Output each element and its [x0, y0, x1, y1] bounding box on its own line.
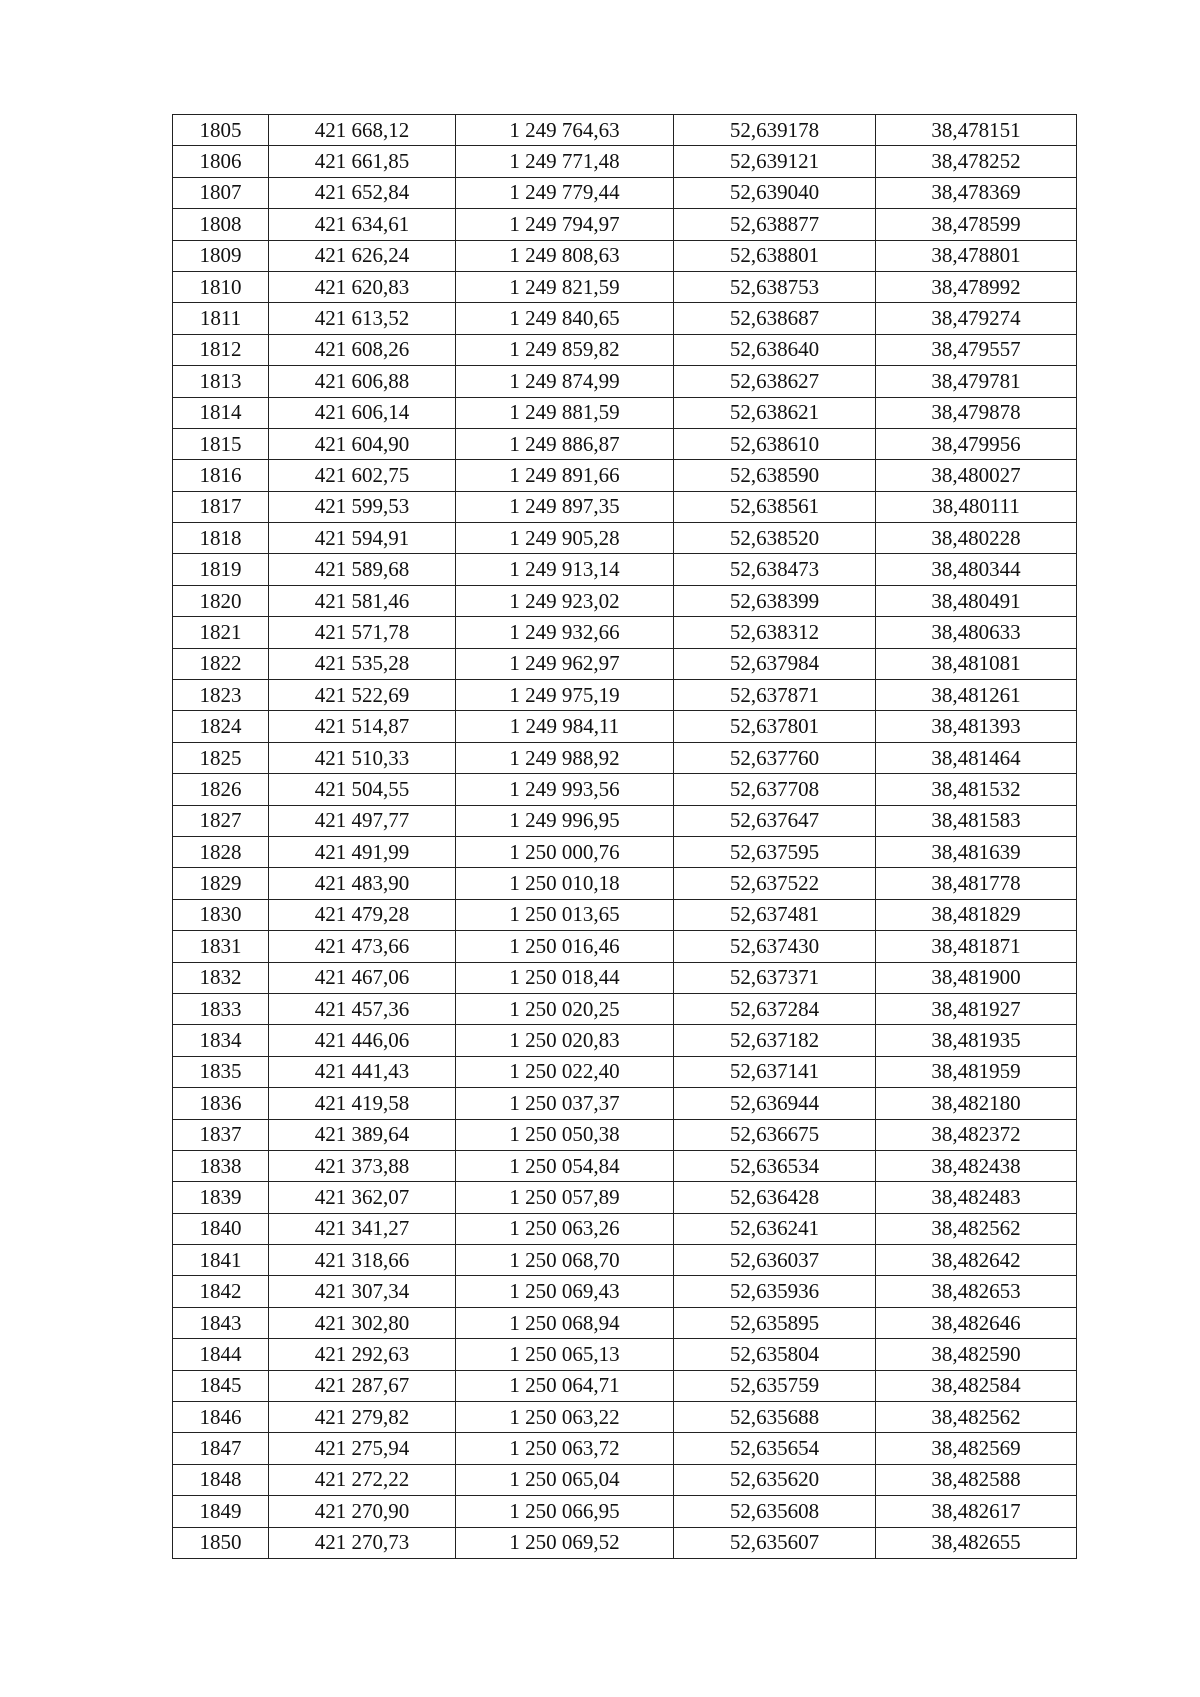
latitude-cell: 52,637481 — [674, 899, 876, 930]
point-number-cell: 1810 — [173, 271, 269, 302]
y-coordinate-cell: 1 250 068,70 — [456, 1245, 674, 1276]
x-coordinate-cell: 421 668,12 — [269, 115, 456, 146]
latitude-cell: 52,635759 — [674, 1370, 876, 1401]
table-row — [173, 1464, 1077, 1495]
table-row — [173, 1056, 1077, 1087]
longitude-cell: 38,481935 — [876, 1025, 1077, 1056]
latitude-cell: 52,637284 — [674, 993, 876, 1024]
table-row — [173, 1339, 1077, 1370]
y-coordinate-cell: 1 249 962,97 — [456, 648, 674, 679]
longitude-cell: 38,482372 — [876, 1119, 1077, 1150]
point-number-cell: 1845 — [173, 1370, 269, 1401]
table-row — [173, 428, 1077, 459]
point-number-cell: 1820 — [173, 585, 269, 616]
longitude-cell: 38,479557 — [876, 334, 1077, 365]
point-number-cell: 1836 — [173, 1088, 269, 1119]
table-row — [173, 1119, 1077, 1150]
longitude-cell: 38,478151 — [876, 115, 1077, 146]
y-coordinate-cell: 1 249 779,44 — [456, 177, 674, 208]
table-row — [173, 460, 1077, 491]
x-coordinate-cell: 421 318,66 — [269, 1245, 456, 1276]
latitude-cell: 52,635654 — [674, 1433, 876, 1464]
longitude-cell: 38,478599 — [876, 209, 1077, 240]
y-coordinate-cell: 1 249 975,19 — [456, 680, 674, 711]
point-number-cell: 1831 — [173, 931, 269, 962]
longitude-cell: 38,480111 — [876, 491, 1077, 522]
point-number-cell: 1808 — [173, 209, 269, 240]
point-number-cell: 1833 — [173, 993, 269, 1024]
table-row — [173, 680, 1077, 711]
table-row — [173, 805, 1077, 836]
longitude-cell: 38,482617 — [876, 1496, 1077, 1527]
y-coordinate-cell: 1 249 913,14 — [456, 554, 674, 585]
longitude-cell: 38,482483 — [876, 1182, 1077, 1213]
y-coordinate-cell: 1 250 063,22 — [456, 1402, 674, 1433]
longitude-cell: 38,481927 — [876, 993, 1077, 1024]
latitude-cell: 52,638621 — [674, 397, 876, 428]
y-coordinate-cell: 1 250 064,71 — [456, 1370, 674, 1401]
point-number-cell: 1850 — [173, 1527, 269, 1558]
y-coordinate-cell: 1 249 874,99 — [456, 366, 674, 397]
x-coordinate-cell: 421 441,43 — [269, 1056, 456, 1087]
latitude-cell: 52,638399 — [674, 585, 876, 616]
y-coordinate-cell: 1 249 771,48 — [456, 146, 674, 177]
x-coordinate-cell: 421 606,14 — [269, 397, 456, 428]
latitude-cell: 52,635688 — [674, 1402, 876, 1433]
longitude-cell: 38,478252 — [876, 146, 1077, 177]
longitude-cell: 38,480344 — [876, 554, 1077, 585]
table-row — [173, 177, 1077, 208]
x-coordinate-cell: 421 604,90 — [269, 428, 456, 459]
x-coordinate-cell: 421 272,22 — [269, 1464, 456, 1495]
table-row — [173, 303, 1077, 334]
longitude-cell: 38,481464 — [876, 742, 1077, 773]
longitude-cell: 38,479878 — [876, 397, 1077, 428]
longitude-cell: 38,481829 — [876, 899, 1077, 930]
longitude-cell: 38,482646 — [876, 1307, 1077, 1338]
x-coordinate-cell: 421 626,24 — [269, 240, 456, 271]
latitude-cell: 52,639178 — [674, 115, 876, 146]
x-coordinate-cell: 421 571,78 — [269, 617, 456, 648]
y-coordinate-cell: 1 249 886,87 — [456, 428, 674, 459]
table-row — [173, 523, 1077, 554]
y-coordinate-cell: 1 249 764,63 — [456, 115, 674, 146]
table-row — [173, 899, 1077, 930]
table-row — [173, 146, 1077, 177]
table-row — [173, 1276, 1077, 1307]
x-coordinate-cell: 421 634,61 — [269, 209, 456, 240]
point-number-cell: 1811 — [173, 303, 269, 334]
y-coordinate-cell: 1 249 859,82 — [456, 334, 674, 365]
point-number-cell: 1849 — [173, 1496, 269, 1527]
y-coordinate-cell: 1 249 923,02 — [456, 585, 674, 616]
latitude-cell: 52,638877 — [674, 209, 876, 240]
latitude-cell: 52,638687 — [674, 303, 876, 334]
y-coordinate-cell: 1 250 069,52 — [456, 1527, 674, 1558]
latitude-cell: 52,638640 — [674, 334, 876, 365]
point-number-cell: 1844 — [173, 1339, 269, 1370]
x-coordinate-cell: 421 275,94 — [269, 1433, 456, 1464]
table-row — [173, 1245, 1077, 1276]
point-number-cell: 1843 — [173, 1307, 269, 1338]
point-number-cell: 1818 — [173, 523, 269, 554]
point-number-cell: 1814 — [173, 397, 269, 428]
longitude-cell: 38,482655 — [876, 1527, 1077, 1558]
point-number-cell: 1835 — [173, 1056, 269, 1087]
longitude-cell: 38,481532 — [876, 774, 1077, 805]
longitude-cell: 38,482562 — [876, 1213, 1077, 1244]
table-row — [173, 868, 1077, 899]
point-number-cell: 1813 — [173, 366, 269, 397]
table-row — [173, 397, 1077, 428]
longitude-cell: 38,480228 — [876, 523, 1077, 554]
x-coordinate-cell: 421 652,84 — [269, 177, 456, 208]
x-coordinate-cell: 421 419,58 — [269, 1088, 456, 1119]
table-row — [173, 962, 1077, 993]
latitude-cell: 52,636534 — [674, 1150, 876, 1181]
latitude-cell: 52,637141 — [674, 1056, 876, 1087]
table-row — [173, 1088, 1077, 1119]
x-coordinate-cell: 421 292,63 — [269, 1339, 456, 1370]
x-coordinate-cell: 421 270,90 — [269, 1496, 456, 1527]
table-row — [173, 491, 1077, 522]
point-number-cell: 1821 — [173, 617, 269, 648]
point-number-cell: 1805 — [173, 115, 269, 146]
y-coordinate-cell: 1 249 932,66 — [456, 617, 674, 648]
point-number-cell: 1812 — [173, 334, 269, 365]
coordinates-table — [172, 114, 1077, 1559]
x-coordinate-cell: 421 479,28 — [269, 899, 456, 930]
longitude-cell: 38,478369 — [876, 177, 1077, 208]
table-row — [173, 1370, 1077, 1401]
point-number-cell: 1848 — [173, 1464, 269, 1495]
longitude-cell: 38,480633 — [876, 617, 1077, 648]
y-coordinate-cell: 1 250 066,95 — [456, 1496, 674, 1527]
latitude-cell: 52,635936 — [674, 1276, 876, 1307]
x-coordinate-cell: 421 362,07 — [269, 1182, 456, 1213]
y-coordinate-cell: 1 250 063,72 — [456, 1433, 674, 1464]
longitude-cell: 38,478992 — [876, 271, 1077, 302]
longitude-cell: 38,481959 — [876, 1056, 1077, 1087]
latitude-cell: 52,636037 — [674, 1245, 876, 1276]
longitude-cell: 38,480027 — [876, 460, 1077, 491]
table-row — [173, 209, 1077, 240]
y-coordinate-cell: 1 249 881,59 — [456, 397, 674, 428]
x-coordinate-cell: 421 613,52 — [269, 303, 456, 334]
y-coordinate-cell: 1 249 905,28 — [456, 523, 674, 554]
table-row — [173, 774, 1077, 805]
point-number-cell: 1832 — [173, 962, 269, 993]
point-number-cell: 1830 — [173, 899, 269, 930]
latitude-cell: 52,638561 — [674, 491, 876, 522]
y-coordinate-cell: 1 249 840,65 — [456, 303, 674, 334]
x-coordinate-cell: 421 307,34 — [269, 1276, 456, 1307]
longitude-cell: 38,482562 — [876, 1402, 1077, 1433]
y-coordinate-cell: 1 249 794,97 — [456, 209, 674, 240]
point-number-cell: 1827 — [173, 805, 269, 836]
latitude-cell: 52,638610 — [674, 428, 876, 459]
latitude-cell: 52,637871 — [674, 680, 876, 711]
point-number-cell: 1834 — [173, 1025, 269, 1056]
latitude-cell: 52,635620 — [674, 1464, 876, 1495]
x-coordinate-cell: 421 491,99 — [269, 836, 456, 867]
longitude-cell: 38,481081 — [876, 648, 1077, 679]
y-coordinate-cell: 1 250 016,46 — [456, 931, 674, 962]
latitude-cell: 52,637522 — [674, 868, 876, 899]
table-row — [173, 1213, 1077, 1244]
x-coordinate-cell: 421 467,06 — [269, 962, 456, 993]
y-coordinate-cell: 1 250 065,13 — [456, 1339, 674, 1370]
y-coordinate-cell: 1 250 000,76 — [456, 836, 674, 867]
latitude-cell: 52,635895 — [674, 1307, 876, 1338]
table-row — [173, 836, 1077, 867]
latitude-cell: 52,638473 — [674, 554, 876, 585]
table-row — [173, 617, 1077, 648]
latitude-cell: 52,636675 — [674, 1119, 876, 1150]
x-coordinate-cell: 421 389,64 — [269, 1119, 456, 1150]
latitude-cell: 52,636241 — [674, 1213, 876, 1244]
point-number-cell: 1806 — [173, 146, 269, 177]
x-coordinate-cell: 421 602,75 — [269, 460, 456, 491]
longitude-cell: 38,482588 — [876, 1464, 1077, 1495]
point-number-cell: 1842 — [173, 1276, 269, 1307]
y-coordinate-cell: 1 250 069,43 — [456, 1276, 674, 1307]
latitude-cell: 52,635607 — [674, 1527, 876, 1558]
longitude-cell: 38,482584 — [876, 1370, 1077, 1401]
latitude-cell: 52,637801 — [674, 711, 876, 742]
latitude-cell: 52,635804 — [674, 1339, 876, 1370]
x-coordinate-cell: 421 457,36 — [269, 993, 456, 1024]
y-coordinate-cell: 1 250 050,38 — [456, 1119, 674, 1150]
table-row — [173, 115, 1077, 146]
table-row — [173, 1527, 1077, 1558]
latitude-cell: 52,638312 — [674, 617, 876, 648]
table-row — [173, 1402, 1077, 1433]
table-row — [173, 931, 1077, 962]
point-number-cell: 1846 — [173, 1402, 269, 1433]
point-number-cell: 1817 — [173, 491, 269, 522]
latitude-cell: 52,637371 — [674, 962, 876, 993]
latitude-cell: 52,639121 — [674, 146, 876, 177]
y-coordinate-cell: 1 249 988,92 — [456, 742, 674, 773]
table-row — [173, 1307, 1077, 1338]
table-row — [173, 1150, 1077, 1181]
table-row — [173, 271, 1077, 302]
y-coordinate-cell: 1 250 020,25 — [456, 993, 674, 1024]
y-coordinate-cell: 1 250 018,44 — [456, 962, 674, 993]
table-row — [173, 711, 1077, 742]
table-row — [173, 648, 1077, 679]
latitude-cell: 52,637760 — [674, 742, 876, 773]
x-coordinate-cell: 421 620,83 — [269, 271, 456, 302]
table-row — [173, 366, 1077, 397]
x-coordinate-cell: 421 497,77 — [269, 805, 456, 836]
y-coordinate-cell: 1 250 020,83 — [456, 1025, 674, 1056]
table-row — [173, 1496, 1077, 1527]
y-coordinate-cell: 1 250 010,18 — [456, 868, 674, 899]
latitude-cell: 52,638801 — [674, 240, 876, 271]
point-number-cell: 1847 — [173, 1433, 269, 1464]
longitude-cell: 38,482653 — [876, 1276, 1077, 1307]
x-coordinate-cell: 421 606,88 — [269, 366, 456, 397]
latitude-cell: 52,636944 — [674, 1088, 876, 1119]
x-coordinate-cell: 421 279,82 — [269, 1402, 456, 1433]
longitude-cell: 38,479781 — [876, 366, 1077, 397]
x-coordinate-cell: 421 599,53 — [269, 491, 456, 522]
point-number-cell: 1823 — [173, 680, 269, 711]
x-coordinate-cell: 421 535,28 — [269, 648, 456, 679]
table-row — [173, 1025, 1077, 1056]
longitude-cell: 38,481261 — [876, 680, 1077, 711]
x-coordinate-cell: 421 504,55 — [269, 774, 456, 805]
table-row — [173, 1182, 1077, 1213]
table-row — [173, 334, 1077, 365]
x-coordinate-cell: 421 341,27 — [269, 1213, 456, 1244]
latitude-cell: 52,638627 — [674, 366, 876, 397]
longitude-cell: 38,481583 — [876, 805, 1077, 836]
longitude-cell: 38,481871 — [876, 931, 1077, 962]
x-coordinate-cell: 421 373,88 — [269, 1150, 456, 1181]
point-number-cell: 1824 — [173, 711, 269, 742]
x-coordinate-cell: 421 589,68 — [269, 554, 456, 585]
y-coordinate-cell: 1 249 897,35 — [456, 491, 674, 522]
point-number-cell: 1819 — [173, 554, 269, 585]
latitude-cell: 52,638590 — [674, 460, 876, 491]
x-coordinate-cell: 421 510,33 — [269, 742, 456, 773]
longitude-cell: 38,482569 — [876, 1433, 1077, 1464]
y-coordinate-cell: 1 250 037,37 — [456, 1088, 674, 1119]
longitude-cell: 38,481393 — [876, 711, 1077, 742]
x-coordinate-cell: 421 446,06 — [269, 1025, 456, 1056]
y-coordinate-cell: 1 249 984,11 — [456, 711, 674, 742]
point-number-cell: 1829 — [173, 868, 269, 899]
point-number-cell: 1828 — [173, 836, 269, 867]
latitude-cell: 52,637708 — [674, 774, 876, 805]
point-number-cell: 1816 — [173, 460, 269, 491]
table-row — [173, 554, 1077, 585]
x-coordinate-cell: 421 483,90 — [269, 868, 456, 899]
longitude-cell: 38,482642 — [876, 1245, 1077, 1276]
y-coordinate-cell: 1 250 057,89 — [456, 1182, 674, 1213]
longitude-cell: 38,478801 — [876, 240, 1077, 271]
y-coordinate-cell: 1 250 054,84 — [456, 1150, 674, 1181]
x-coordinate-cell: 421 581,46 — [269, 585, 456, 616]
x-coordinate-cell: 421 594,91 — [269, 523, 456, 554]
x-coordinate-cell: 421 270,73 — [269, 1527, 456, 1558]
y-coordinate-cell: 1 250 068,94 — [456, 1307, 674, 1338]
point-number-cell: 1837 — [173, 1119, 269, 1150]
latitude-cell: 52,638753 — [674, 271, 876, 302]
y-coordinate-cell: 1 250 013,65 — [456, 899, 674, 930]
longitude-cell: 38,481639 — [876, 836, 1077, 867]
latitude-cell: 52,637430 — [674, 931, 876, 962]
x-coordinate-cell: 421 661,85 — [269, 146, 456, 177]
latitude-cell: 52,636428 — [674, 1182, 876, 1213]
y-coordinate-cell: 1 249 996,95 — [456, 805, 674, 836]
longitude-cell: 38,479956 — [876, 428, 1077, 459]
point-number-cell: 1840 — [173, 1213, 269, 1244]
x-coordinate-cell: 421 522,69 — [269, 680, 456, 711]
longitude-cell: 38,482590 — [876, 1339, 1077, 1370]
y-coordinate-cell: 1 250 022,40 — [456, 1056, 674, 1087]
y-coordinate-cell: 1 249 891,66 — [456, 460, 674, 491]
coordinates-table-body — [173, 115, 1077, 1559]
x-coordinate-cell: 421 302,80 — [269, 1307, 456, 1338]
point-number-cell: 1841 — [173, 1245, 269, 1276]
y-coordinate-cell: 1 249 821,59 — [456, 271, 674, 302]
y-coordinate-cell: 1 250 063,26 — [456, 1213, 674, 1244]
latitude-cell: 52,637984 — [674, 648, 876, 679]
latitude-cell: 52,637595 — [674, 836, 876, 867]
point-number-cell: 1807 — [173, 177, 269, 208]
table-row — [173, 993, 1077, 1024]
y-coordinate-cell: 1 249 993,56 — [456, 774, 674, 805]
longitude-cell: 38,482180 — [876, 1088, 1077, 1119]
longitude-cell: 38,481900 — [876, 962, 1077, 993]
latitude-cell: 52,639040 — [674, 177, 876, 208]
longitude-cell: 38,480491 — [876, 585, 1077, 616]
point-number-cell: 1825 — [173, 742, 269, 773]
point-number-cell: 1809 — [173, 240, 269, 271]
table-row — [173, 585, 1077, 616]
y-coordinate-cell: 1 250 065,04 — [456, 1464, 674, 1495]
point-number-cell: 1822 — [173, 648, 269, 679]
table-row — [173, 240, 1077, 271]
x-coordinate-cell: 421 608,26 — [269, 334, 456, 365]
x-coordinate-cell: 421 514,87 — [269, 711, 456, 742]
latitude-cell: 52,638520 — [674, 523, 876, 554]
x-coordinate-cell: 421 287,67 — [269, 1370, 456, 1401]
point-number-cell: 1838 — [173, 1150, 269, 1181]
longitude-cell: 38,481778 — [876, 868, 1077, 899]
latitude-cell: 52,637647 — [674, 805, 876, 836]
point-number-cell: 1826 — [173, 774, 269, 805]
table-row — [173, 1433, 1077, 1464]
y-coordinate-cell: 1 249 808,63 — [456, 240, 674, 271]
longitude-cell: 38,479274 — [876, 303, 1077, 334]
table-row — [173, 742, 1077, 773]
point-number-cell: 1815 — [173, 428, 269, 459]
x-coordinate-cell: 421 473,66 — [269, 931, 456, 962]
point-number-cell: 1839 — [173, 1182, 269, 1213]
latitude-cell: 52,635608 — [674, 1496, 876, 1527]
longitude-cell: 38,482438 — [876, 1150, 1077, 1181]
latitude-cell: 52,637182 — [674, 1025, 876, 1056]
